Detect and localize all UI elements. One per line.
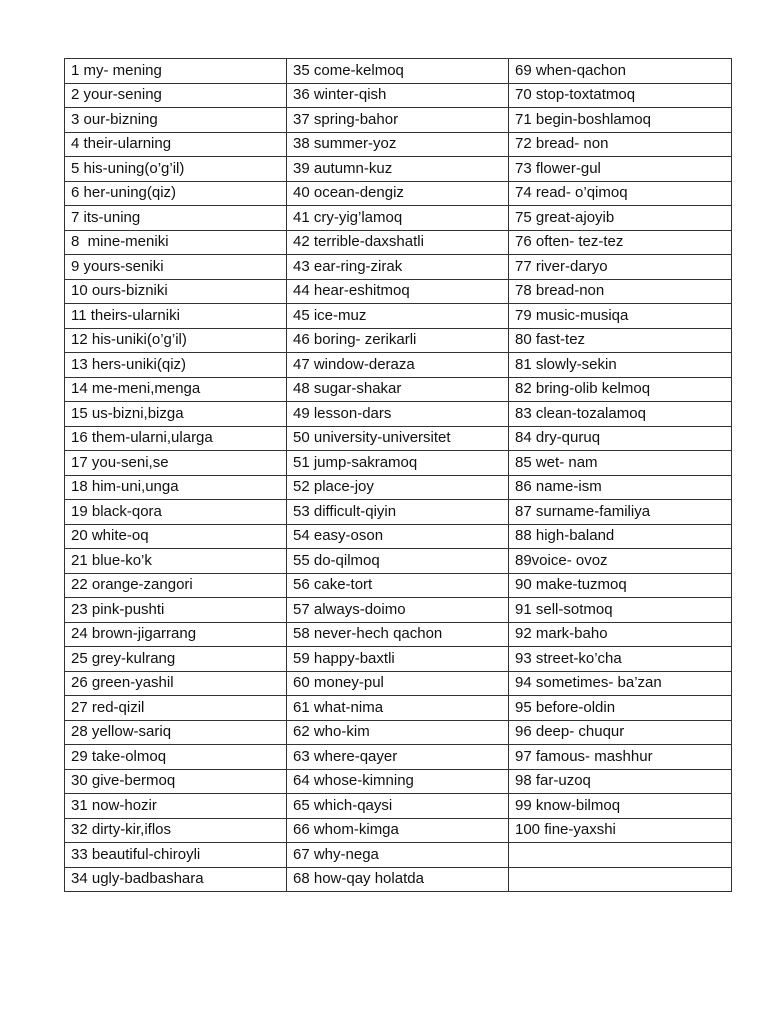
table-row: [65, 598, 732, 623]
vocab-cell: 4 their-ularning: [65, 132, 287, 157]
table-row: [65, 720, 732, 745]
vocab-cell: 81 slowly-sekin: [509, 353, 732, 378]
vocab-cell: 16 them-ularni,ularga: [65, 426, 287, 451]
table-row: [65, 622, 732, 647]
table-row: [65, 304, 732, 329]
table-row: [65, 279, 732, 304]
table-row: [65, 769, 732, 794]
vocab-cell: 53 difficult-qiyin: [287, 500, 509, 525]
vocab-cell: 60 money-pul: [287, 671, 509, 696]
table-row: [65, 83, 732, 108]
table-row: [65, 794, 732, 819]
table-row: [65, 549, 732, 574]
vocab-cell: 80 fast-tez: [509, 328, 732, 353]
table-row: [65, 475, 732, 500]
vocab-cell: 10 ours-bizniki: [65, 279, 287, 304]
vocab-cell: 5 his-uning(o’g’il): [65, 157, 287, 182]
table-row: [65, 867, 732, 892]
vocab-cell: 98 far-uzoq: [509, 769, 732, 794]
vocab-cell: 95 before-oldin: [509, 696, 732, 721]
vocab-cell: 67 why-nega: [287, 843, 509, 868]
vocab-cell: 8 mine-meniki: [65, 230, 287, 255]
vocab-cell: 78 bread-non: [509, 279, 732, 304]
vocab-cell: 21 blue-ko’k: [65, 549, 287, 574]
vocab-cell: 90 make-tuzmoq: [509, 573, 732, 598]
vocab-cell: 48 sugar-shakar: [287, 377, 509, 402]
vocab-cell: 2 your-sening: [65, 83, 287, 108]
vocab-cell: 76 often- tez-tez: [509, 230, 732, 255]
vocab-cell: 50 university-universitet: [287, 426, 509, 451]
vocab-cell: 24 brown-jigarrang: [65, 622, 287, 647]
vocab-cell: 69 when-qachon: [509, 59, 732, 84]
table-row: [65, 377, 732, 402]
vocab-cell: 34 ugly-badbashara: [65, 867, 287, 892]
vocab-cell: 11 theirs-ularniki: [65, 304, 287, 329]
vocab-cell: 42 terrible-daxshatli: [287, 230, 509, 255]
vocab-cell: 85 wet- nam: [509, 451, 732, 476]
vocab-cell: 70 stop-toxtatmoq: [509, 83, 732, 108]
table-row: [65, 59, 732, 84]
vocab-cell: 55 do-qilmoq: [287, 549, 509, 574]
table-row: [65, 500, 732, 525]
vocab-cell: 82 bring-olib kelmoq: [509, 377, 732, 402]
vocab-cell: 57 always-doimo: [287, 598, 509, 623]
table-row: [65, 157, 732, 182]
vocab-cell: 79 music-musiqa: [509, 304, 732, 329]
vocab-cell: 23 pink-pushti: [65, 598, 287, 623]
vocab-cell: 7 its-uning: [65, 206, 287, 231]
vocab-cell: 89voice- ovoz: [509, 549, 732, 574]
vocab-cell: 72 bread- non: [509, 132, 732, 157]
vocab-cell: 37 spring-bahor: [287, 108, 509, 133]
vocab-cell: 68 how-qay holatda: [287, 867, 509, 892]
table-row: [65, 843, 732, 868]
vocab-cell: 6 her-uning(qiz): [65, 181, 287, 206]
vocab-cell: 26 green-yashil: [65, 671, 287, 696]
table-row: [65, 696, 732, 721]
vocab-cell: 86 name-ism: [509, 475, 732, 500]
table-row: [65, 181, 732, 206]
table-row: [65, 132, 732, 157]
vocab-cell: 17 you-seni,se: [65, 451, 287, 476]
table-row: [65, 353, 732, 378]
vocab-cell: 56 cake-tort: [287, 573, 509, 598]
table-row: [65, 573, 732, 598]
vocab-cell: 13 hers-uniki(qiz): [65, 353, 287, 378]
vocab-cell: 65 which-qaysi: [287, 794, 509, 819]
vocab-cell: 36 winter-qish: [287, 83, 509, 108]
vocabulary-table: [64, 58, 732, 892]
vocab-cell: 54 easy-oson: [287, 524, 509, 549]
table-row: [65, 230, 732, 255]
vocab-cell: 38 summer-yoz: [287, 132, 509, 157]
vocab-cell: 28 yellow-sariq: [65, 720, 287, 745]
vocab-cell: 62 who-kim: [287, 720, 509, 745]
vocab-cell: 58 never-hech qachon: [287, 622, 509, 647]
vocab-cell: 59 happy-baxtli: [287, 647, 509, 672]
vocab-cell: 99 know-bilmoq: [509, 794, 732, 819]
table-row: [65, 108, 732, 133]
vocab-cell: 44 hear-eshitmoq: [287, 279, 509, 304]
table-row: [65, 818, 732, 843]
vocab-cell: 63 where-qayer: [287, 745, 509, 770]
vocab-cell: 45 ice-muz: [287, 304, 509, 329]
vocab-cell: 41 cry-yig’lamoq: [287, 206, 509, 231]
table-row: [65, 745, 732, 770]
vocab-cell: 22 orange-zangori: [65, 573, 287, 598]
table-row: [65, 671, 732, 696]
vocab-cell: 74 read- o’qimoq: [509, 181, 732, 206]
vocab-cell: 29 take-olmoq: [65, 745, 287, 770]
vocab-cell: 19 black-qora: [65, 500, 287, 525]
table-row: [65, 206, 732, 231]
vocab-cell: 30 give-bermoq: [65, 769, 287, 794]
vocab-cell: [509, 843, 732, 868]
vocab-cell: 100 fine-yaxshi: [509, 818, 732, 843]
vocab-cell: 92 mark-baho: [509, 622, 732, 647]
vocab-cell: 83 clean-tozalamoq: [509, 402, 732, 427]
vocab-cell: 66 whom-kimga: [287, 818, 509, 843]
vocab-cell: 18 him-uni,unga: [65, 475, 287, 500]
vocab-cell: 49 lesson-dars: [287, 402, 509, 427]
vocab-cell: 33 beautiful-chiroyli: [65, 843, 287, 868]
vocab-cell: 40 ocean-dengiz: [287, 181, 509, 206]
vocab-cell: 84 dry-quruq: [509, 426, 732, 451]
vocab-cell: 3 our-bizning: [65, 108, 287, 133]
vocab-cell: [509, 867, 732, 892]
table-row: [65, 451, 732, 476]
vocab-cell: 35 come-kelmoq: [287, 59, 509, 84]
vocab-cell: 1 my- mening: [65, 59, 287, 84]
vocab-cell: 32 dirty-kir,iflos: [65, 818, 287, 843]
vocab-cell: 96 deep- chuqur: [509, 720, 732, 745]
vocab-cell: 97 famous- mashhur: [509, 745, 732, 770]
table-row: [65, 426, 732, 451]
vocab-cell: 75 great-ajoyib: [509, 206, 732, 231]
vocab-cell: 20 white-oq: [65, 524, 287, 549]
vocab-cell: 71 begin-boshlamoq: [509, 108, 732, 133]
table-row: [65, 328, 732, 353]
vocab-cell: 12 his-uniki(o’g’il): [65, 328, 287, 353]
vocab-cell: 43 ear-ring-zirak: [287, 255, 509, 280]
vocab-cell: 87 surname-familiya: [509, 500, 732, 525]
vocab-cell: 91 sell-sotmoq: [509, 598, 732, 623]
vocab-cell: 73 flower-gul: [509, 157, 732, 182]
vocab-cell: 93 street-ko’cha: [509, 647, 732, 672]
vocab-cell: 61 what-nima: [287, 696, 509, 721]
table-row: [65, 647, 732, 672]
table-row: [65, 255, 732, 280]
vocab-cell: 52 place-joy: [287, 475, 509, 500]
vocab-cell: 25 grey-kulrang: [65, 647, 287, 672]
vocab-cell: 88 high-baland: [509, 524, 732, 549]
vocab-cell: 51 jump-sakramoq: [287, 451, 509, 476]
vocab-cell: 9 yours-seniki: [65, 255, 287, 280]
vocab-cell: 46 boring- zerikarli: [287, 328, 509, 353]
vocab-cell: 27 red-qizil: [65, 696, 287, 721]
table-row: [65, 524, 732, 549]
vocab-cell: 64 whose-kimning: [287, 769, 509, 794]
vocab-cell: 47 window-deraza: [287, 353, 509, 378]
vocabulary-table-body: [65, 59, 732, 892]
vocab-cell: 15 us-bizni,bizga: [65, 402, 287, 427]
vocab-cell: 39 autumn-kuz: [287, 157, 509, 182]
vocab-cell: 31 now-hozir: [65, 794, 287, 819]
vocab-cell: 77 river-daryo: [509, 255, 732, 280]
vocab-cell: 94 sometimes- ba’zan: [509, 671, 732, 696]
vocab-cell: 14 me-meni,menga: [65, 377, 287, 402]
table-row: [65, 402, 732, 427]
